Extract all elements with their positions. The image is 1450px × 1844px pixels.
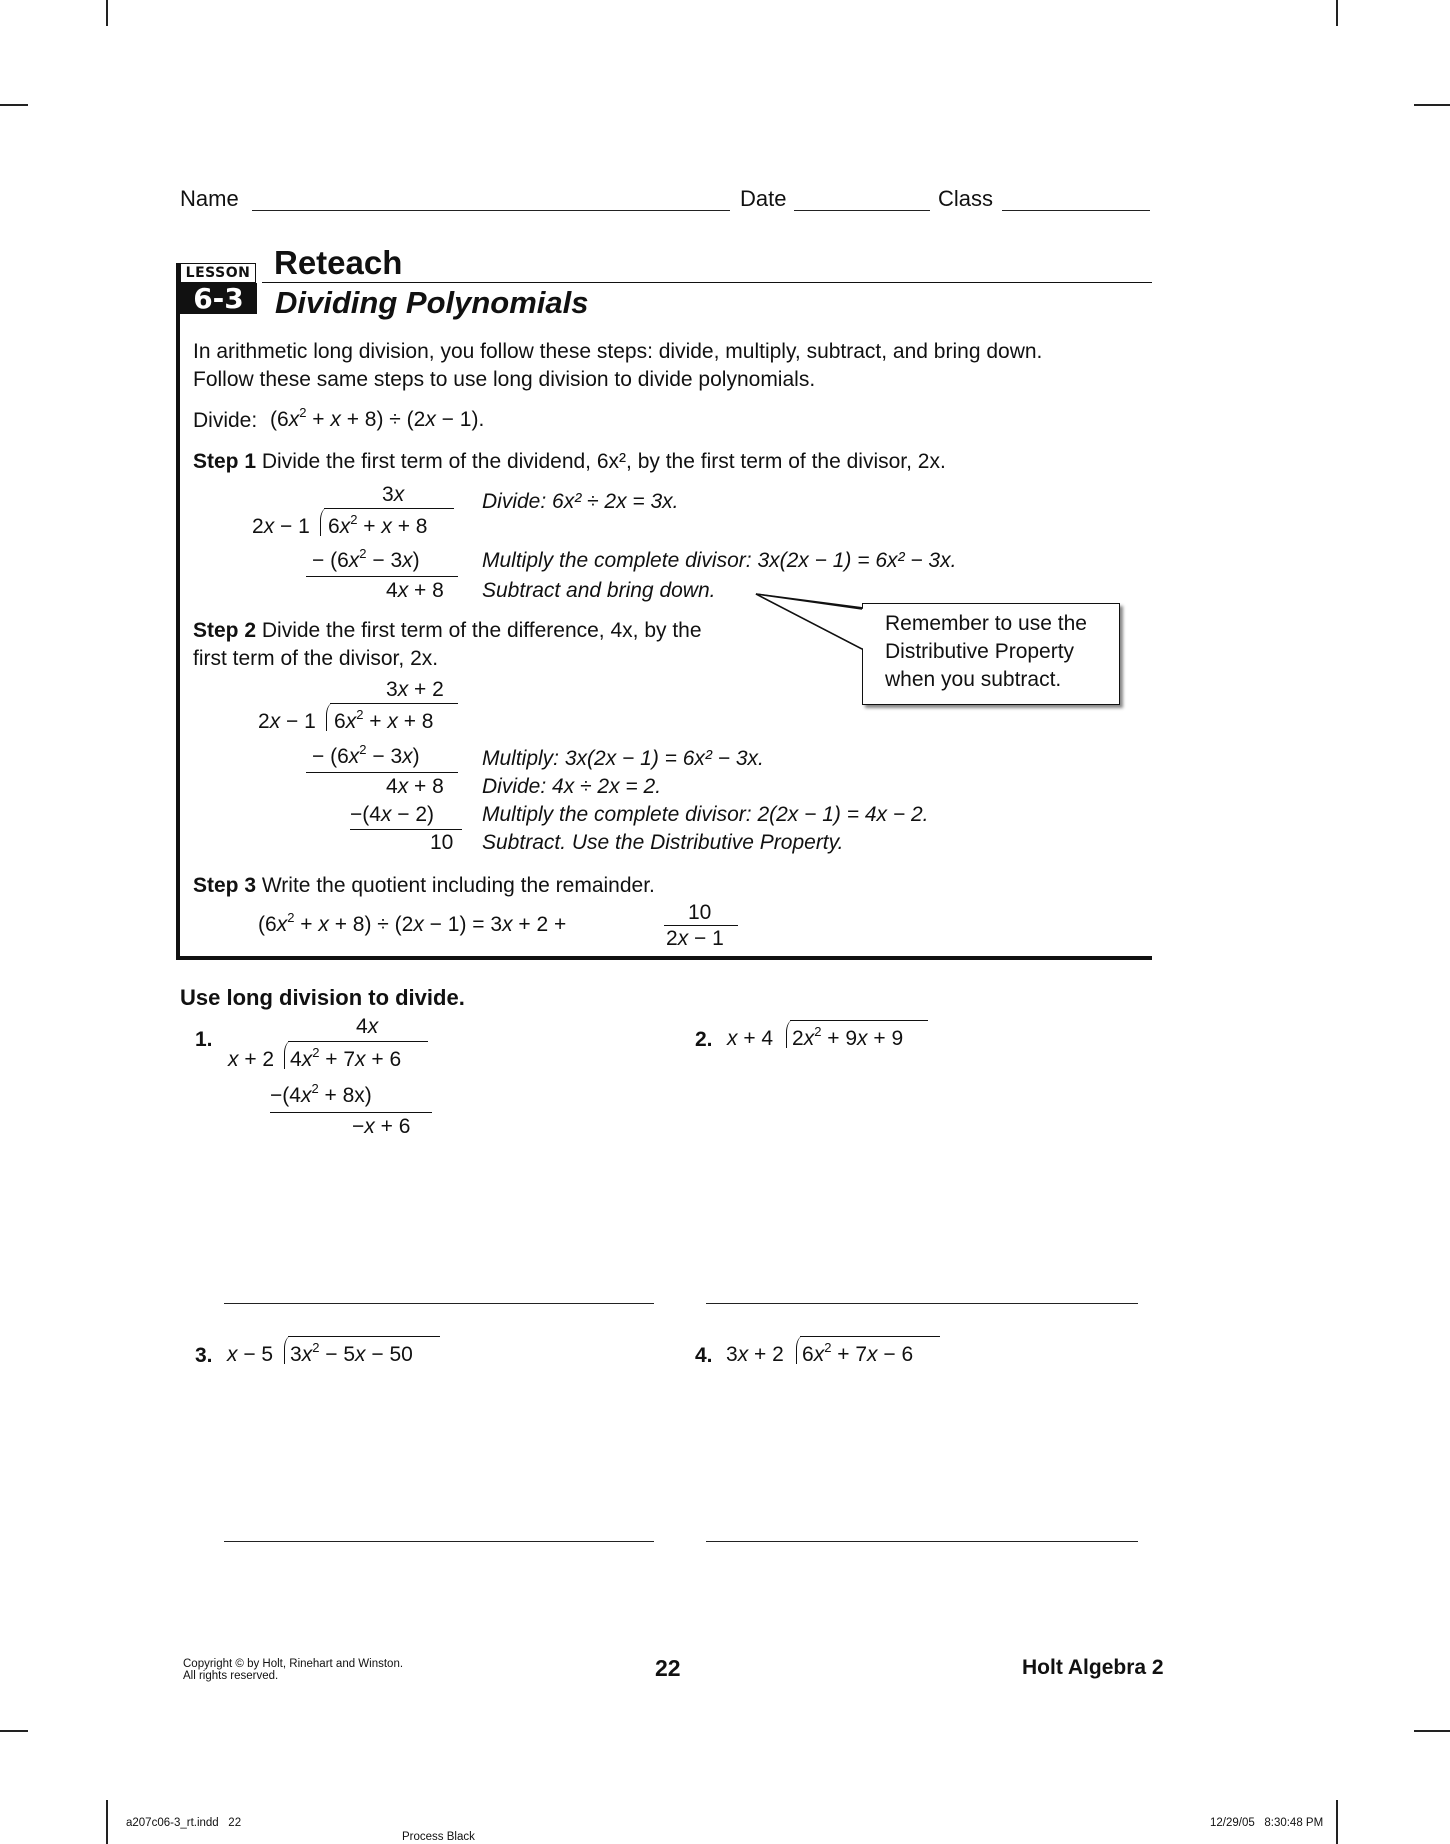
problem-4-dividend: $6x^2 + 7x - 6$: [802, 1340, 914, 1366]
step2-note-1: Multiply: 3x(2x − 1) = 6x² − 3x.: [482, 747, 764, 770]
slug-timestamp: 12/29/05 8:30:48 PM: [1210, 1817, 1324, 1829]
name-field[interactable]: [252, 210, 730, 211]
lesson-badge-label: LESSON: [180, 263, 256, 283]
step1-line: [193, 448, 946, 476]
copyright-line1: Copyright © by Holt, Rinehart and Winston.: [183, 1658, 404, 1670]
step2-subtract-rule: [306, 772, 458, 773]
step2-subtract2: −(4x − 2): [350, 803, 435, 826]
step3-text: Write the quotient including the remainder.: [256, 874, 655, 897]
book-title: Holt Algebra 2: [1022, 1656, 1164, 1679]
problem-1-answer-line[interactable]: [224, 1303, 654, 1304]
step1-quotient: 3x: [382, 483, 405, 506]
lesson-title: Dividing Polynomials: [275, 285, 589, 320]
box-left-border: [176, 263, 180, 959]
name-label: Name: [180, 186, 239, 211]
page-number: 22: [655, 1655, 681, 1681]
step2-dividend: $6x^2 + x + 8$: [334, 707, 434, 733]
problem-3-dividend: $3x^2 - 5x - 50$: [290, 1340, 413, 1366]
step2-remainder2: 10: [430, 831, 454, 854]
step1-dividend: $6x^2 + x + 8$: [328, 512, 428, 538]
step2-divisor: 2x − 1: [258, 710, 316, 733]
step1-label: Step 1: [193, 450, 257, 473]
step2-subtract: − $(6x^2 - 3x)$: [312, 742, 420, 768]
problem-1-vinculum: [288, 1041, 428, 1042]
problem-1-number: 1.: [195, 1028, 213, 1051]
slug-file: a207c06-3_rt.indd 22: [126, 1817, 242, 1829]
lesson-badge-number: 6-3: [180, 283, 257, 314]
step3-fraction-denominator: 2x − 1: [666, 927, 724, 950]
step2-line1: [193, 617, 702, 645]
step2-note-3: Multiply the complete divisor: 2(2x − 1) = 4x − 2.: [482, 803, 929, 826]
step3-equation: $(6x^2 + x + 8) \div (2x - 1) = 3x + 2$ +: [258, 910, 567, 936]
step1-note-1: Divide: 6x² ÷ 2x = 3x.: [482, 490, 679, 513]
step3-label: Step 3: [193, 874, 257, 897]
step1-note-3: Subtract and bring down.: [482, 579, 716, 602]
problem-3-answer-line[interactable]: [224, 1541, 654, 1542]
problem-3-divisor: x − 5: [227, 1343, 274, 1366]
problem-2-dividend: $2x^2 + 9x + 9$: [792, 1024, 904, 1050]
step2-bracket: [326, 703, 333, 731]
step1-subtract: − $(6x^2 - 3x)$: [312, 546, 420, 572]
step2-note-4: Subtract. Use the Distributive Property.: [482, 831, 844, 854]
class-label: Class: [938, 186, 994, 211]
step2-note-2: Divide: 4x ÷ 2x = 2.: [482, 775, 662, 798]
date-field[interactable]: [794, 210, 930, 211]
step2-text-line1: Divide the first term of the difference, 4x, by the: [256, 619, 702, 642]
title-rule: [262, 282, 1152, 283]
step2-remainder1: 4x + 8: [386, 775, 444, 798]
step1-vinculum: [324, 508, 454, 509]
problem-3-vinculum: [288, 1336, 440, 1337]
step1-subtract-rule: [306, 576, 458, 577]
problem-2-divisor: x + 4: [727, 1027, 774, 1050]
step1-text: Divide the first term of the dividend, 6x², by the first term of the divisor, 2x.: [256, 450, 946, 473]
practice-heading: Use long division to divide.: [180, 985, 465, 1010]
problem-2-answer-line[interactable]: [706, 1303, 1138, 1304]
copyright-line2: All rights reserved.: [183, 1670, 279, 1682]
date-label: Date: [740, 186, 787, 211]
step3-line: [193, 872, 655, 900]
problem-4-number: 4.: [695, 1344, 713, 1367]
intro-line2: Follow these same steps to use long division to divide polynomials.: [193, 368, 816, 391]
step1-bracket: [320, 508, 327, 536]
step1-note-2: Multiply the complete divisor: 3x(2x − 1) = 6x² − 3x.: [482, 549, 957, 572]
callout-line3: when you subtract.: [885, 668, 1062, 691]
problem-2-vinculum: [790, 1020, 928, 1021]
callout-box: [862, 603, 1120, 705]
callout-line2: Distributive Property: [885, 640, 1075, 663]
problem-1-quotient: 4x: [356, 1015, 379, 1038]
step1-divisor: 2x − 1: [252, 515, 310, 538]
problem-3-number: 3.: [195, 1344, 213, 1367]
problem-4-answer-line[interactable]: [706, 1541, 1138, 1542]
class-field[interactable]: [1002, 210, 1150, 211]
problem-1-subtract-rule: [270, 1112, 432, 1113]
problem-2-number: 2.: [695, 1028, 713, 1051]
divide-label: Divide:: [193, 409, 258, 432]
lesson-badge: [180, 263, 256, 315]
step2-label: Step 2: [193, 619, 257, 642]
box-bottom-border: [176, 956, 1152, 960]
step2-vinculum: [330, 703, 458, 704]
callout-line1: Remember to use the: [885, 612, 1087, 635]
problem-4-divisor: 3x + 2: [726, 1343, 784, 1366]
slug-ink: Process Black: [402, 1831, 475, 1843]
step3-fraction-numerator: 10: [688, 901, 712, 924]
step2-quotient: 3x + 2: [386, 678, 444, 701]
problem-1-divisor: x + 2: [228, 1048, 275, 1071]
divide-expression: $(6x^2 + x + 8) \div (2x - 1)$.: [270, 405, 485, 431]
intro-line1: In arithmetic long division, you follow these steps: divide, multiply, subtract, and bring down.: [193, 340, 1043, 363]
callout-pointer-cover: [740, 580, 880, 700]
problem-1-subtract: $-(4x^2 + 8x)$: [270, 1081, 372, 1107]
lesson-kind: Reteach: [274, 244, 403, 281]
problem-1-remainder: −x + 6: [352, 1115, 411, 1138]
problem-1-dividend: $4x^2 + 7x + 6$: [290, 1045, 402, 1071]
problem-4-vinculum: [800, 1336, 940, 1337]
step2-text-line2: first term of the divisor, 2x.: [193, 647, 439, 670]
step1-remainder: 4x + 8: [386, 579, 444, 602]
